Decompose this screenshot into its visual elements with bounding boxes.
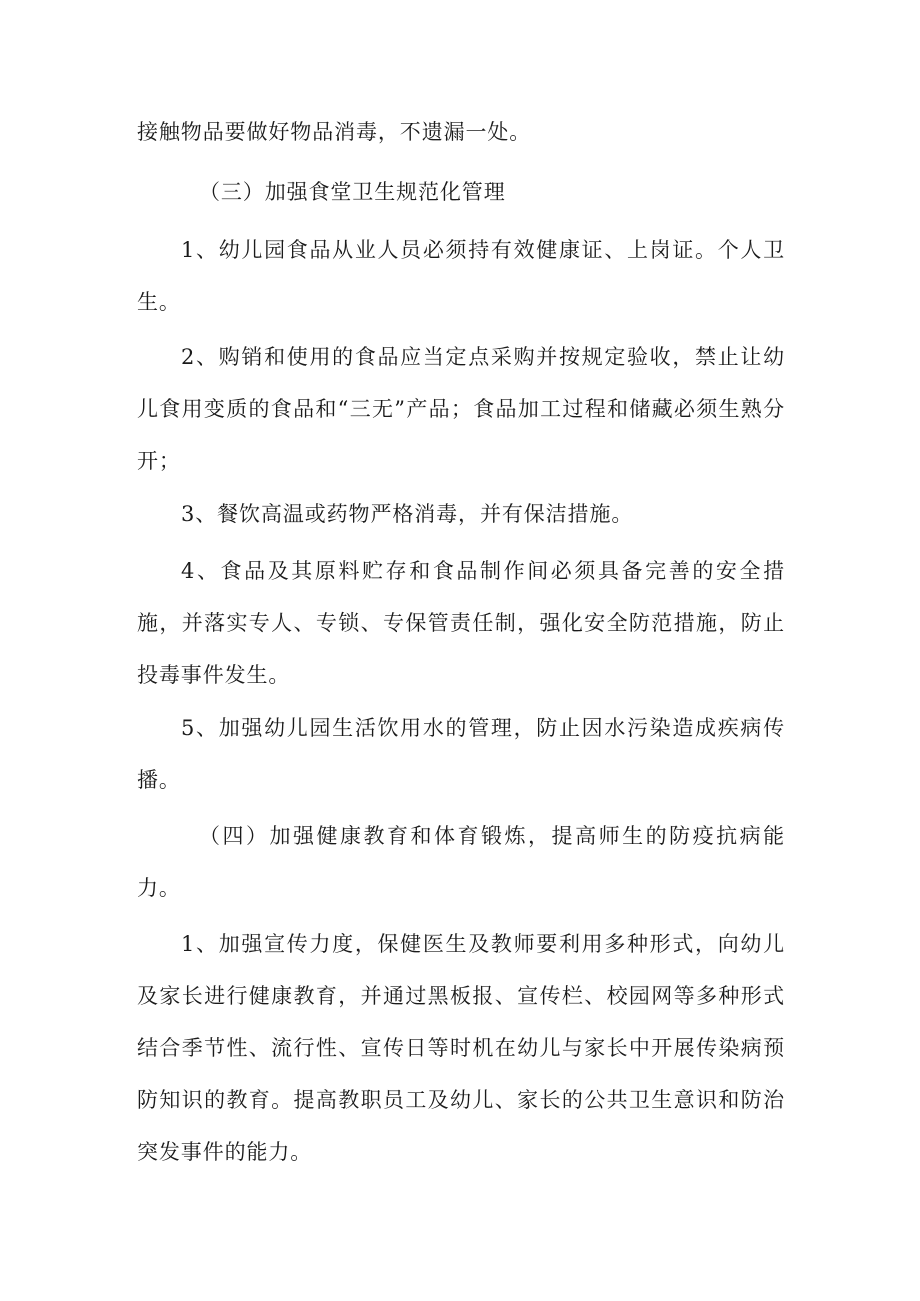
paragraph-item-1: 1、幼儿园食品从业人员必须持有效健康证、上岗证。个人卫生。: [137, 238, 785, 314]
paragraph-item-1-education: 1、加强宣传力度，保健医生及教师要利用多种形式，向幼儿及家长进行健康教育，并通过黑板报、宣传栏、校园网等多种形式结合季节性、流行性、宣传日等时机在幼儿与家长中开展传染病预防知识的教育。提高教职员工及幼儿、家长的公共卫生意识和防治突发事件的能力。: [137, 932, 785, 1164]
section-heading-4: （四）加强健康教育和体育锻炼，提高师生的防疫抗病能力。: [137, 824, 785, 900]
section-heading-3: （三）加强食堂卫生规范化管理: [199, 180, 506, 204]
paragraph-continuation: 接触物品要做好物品消毒，不遗漏一处。: [137, 120, 532, 144]
paragraph-item-4: 4、食品及其原料贮存和食品制作间必须具备完善的安全措施，并落实专人、专锁、专保管责任制，强化安全防范措施，防止投毒事件发生。: [137, 559, 785, 687]
paragraph-item-3: 3、餐饮高温或药物严格消毒，并有保洁措施。: [181, 502, 634, 526]
paragraph-item-5: 5、加强幼儿园生活饮用水的管理，防止因水污染造成疾病传播。: [137, 716, 785, 792]
paragraph-item-2: 2、购销和使用的食品应当定点采购并按规定验收，禁止让幼儿食用变质的食品和“三无”产品；食品加工过程和储藏必须生熟分开；: [137, 345, 785, 473]
